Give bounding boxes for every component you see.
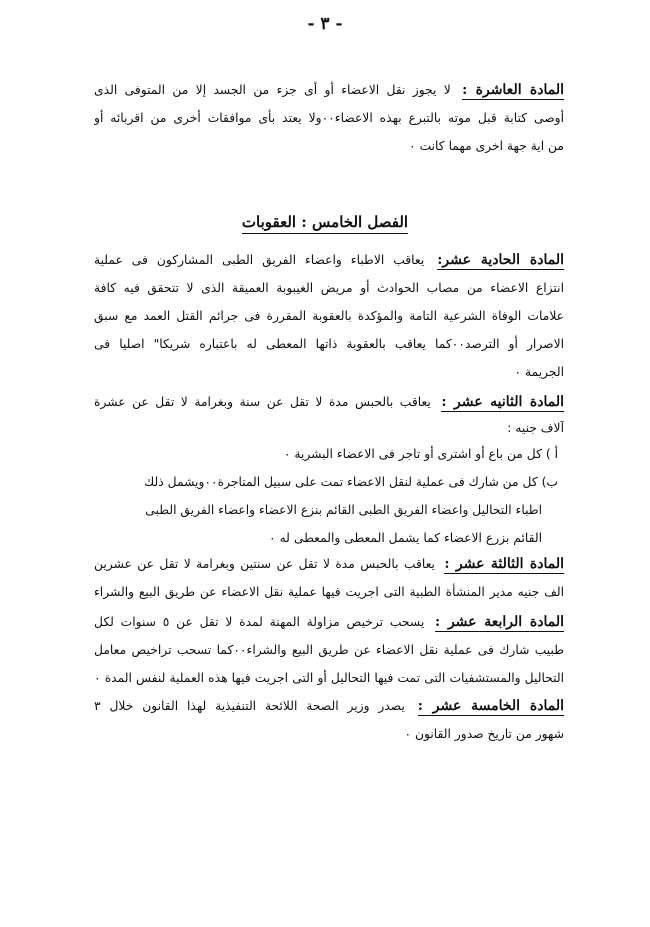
- article-10-line-1: المادة العاشرة : لا يجوز نقل الاعضاء أو أى جزء من الجسد إلا من المتوفى الذى: [94, 82, 564, 98]
- article-15-line-1: المادة الخامسة عشر : يصدر وزير الصحة اللائحة التنفيذية لهذا القانون خلال ٣: [94, 698, 564, 714]
- article-15-heading: المادة الخامسة عشر :: [417, 698, 564, 714]
- article-10: [94, 76, 564, 160]
- article-14: [94, 608, 564, 692]
- article-10-heading: المادة العاشرة :: [462, 82, 564, 98]
- chapter-title: الفصل الخامس : العقوبات: [0, 212, 650, 231]
- article-13: [94, 550, 564, 606]
- article-11-line-4: الاصرار أو الترصد٠٠كما يعاقب بالعقوبة ذاتها المعطى له باعتباره شريكا" اصليا فى: [94, 337, 564, 351]
- article-12: [94, 388, 564, 552]
- article-13-line-1: المادة الثالثة عشر : يعاقب بالحبس مدة لا تقل عن سنتين وبغرامة لا تقل عن عشرين: [94, 556, 564, 572]
- article-12-heading: المادة الثانيه عشر :: [441, 394, 564, 410]
- article-11-line-2: انتزاع الاعضاء من مصاب الحوادث أو مريض الغيبوبة العميقة الذى لا تتحقق فيه كافة: [94, 281, 564, 295]
- article-10-line-3: من اية جهة اخرى مهما كانت ٠: [409, 139, 564, 153]
- page-number: - ٣ -: [307, 14, 343, 34]
- article-15-line-2: شهور من تاريخ صدور القانون ٠: [404, 727, 564, 741]
- article-11-line-5: الجريمة ٠: [514, 365, 564, 379]
- article-12-item-b: ب) كل من شارك فى عملية لنقل الاعضاء تمت على سبيل المتاجرة٠٠ويشمل ذلك: [144, 475, 558, 489]
- article-12-line-1: المادة الثانيه عشر : يعاقب بالحبس مدة لا تقل عن سنة وبغرامة لا تقل عن عشرة: [94, 394, 564, 410]
- article-14-line-1: المادة الرابعة عشر : يسحب ترخيص مزاولة المهنة لمدة لا تقل عن ٥ سنوات لكل: [94, 614, 564, 630]
- article-11-line-3: علامات الوفاة الشرعية التامة والمؤكدة بالعقوبة المقررة فى جرائم القتل العمد مع سبق: [94, 309, 564, 323]
- article-11: [94, 246, 564, 386]
- article-11-line-1: المادة الحادية عشر: يعاقب الاطباء واعضاء الفريق الطبى المشاركون فى عملية: [94, 252, 564, 268]
- article-10-line-2: أوصى كتابة قبل موته بالتبرع بهذه الاعضاء٠٠ولا يعتد بأى موافقات أخرى من اقربائه أو: [94, 111, 564, 125]
- article-12-item-b-line-2: اطباء التحاليل واعضاء الفريق الطبى القائم بنزع الاعضاء واعضاء الفريق الطبى: [145, 503, 542, 517]
- article-14-line-3: التحاليل والمستشفيات التى تمت فيها التحاليل أو التى اجريت فيها هذه العملية لنفس المدة ٠: [94, 671, 564, 685]
- article-14-heading: المادة الرابعة عشر :: [435, 614, 564, 630]
- article-13-line-2: الف جنيه مدير المنشأة الطبية التى اجريت فيها عملية نقل الاعضاء عن طريق البيع والشراء: [94, 585, 564, 599]
- article-11-heading: المادة الحادية عشر:: [437, 252, 564, 268]
- article-12-item-b-line-3: القائم بزرع الاعضاء كما يشمل المعطى والمعطى له ٠: [269, 531, 542, 545]
- article-13-heading: المادة الثالثة عشر :: [444, 556, 564, 572]
- article-14-line-2: طبيب شارك فى عملية نقل الاعضاء عن طريق البيع والشراء٠٠كما تسحب تراخيص معامل: [94, 643, 564, 657]
- article-12-line-2: آلاف جنيه :: [507, 421, 564, 435]
- article-12-item-a: أ ) كل من باع أو اشترى أو تاجر فى الاعضاء البشرية ٠: [283, 447, 558, 461]
- article-15: [94, 692, 564, 748]
